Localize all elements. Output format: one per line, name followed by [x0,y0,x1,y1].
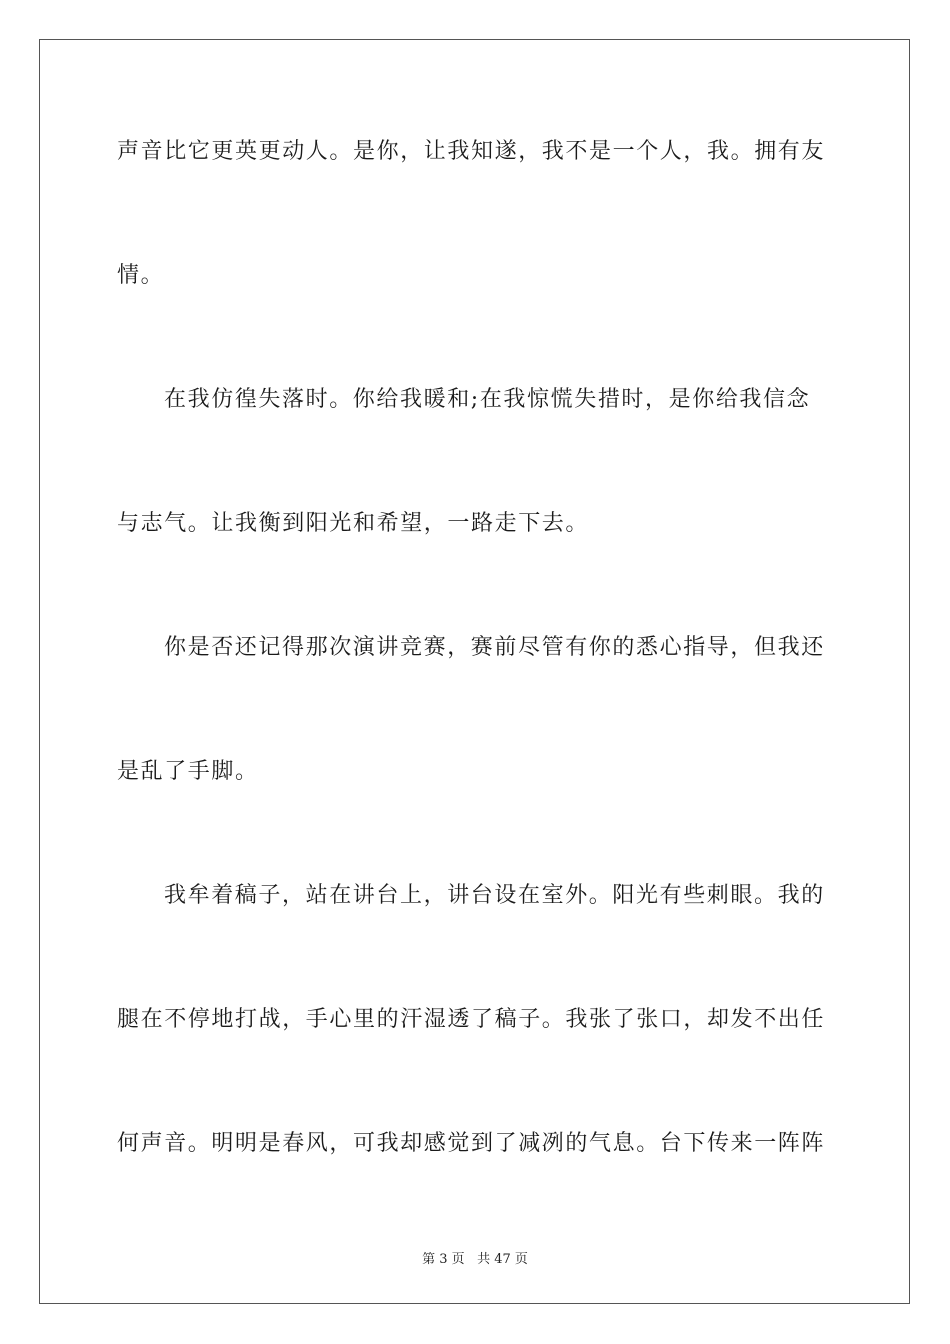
page-number: 第 3 页 [422,1252,465,1267]
text-line-3: 在我仿徨失落时。你给我暖和;在我惊慌失措时，是你给我信念 [164,387,811,412]
text-line-8: 腿在不停地打战，手心里的汗湿透了稿子。我张了张口，却发不出任 [117,1007,826,1032]
page-border [39,39,910,1304]
text-line-9: 何声音。明明是春风，可我却感觉到了减冽的气息。台下传来一阵阵 [117,1131,826,1156]
total-pages: 共 47 页 [477,1252,528,1267]
text-line-5: 你是否还记得那次演讲竞赛，赛前尽管有你的悉心指导，但我还 [164,635,825,660]
page-footer [0,1248,950,1267]
text-line-1: 声音比它更英更动人。是你，让我知遂，我不是一个人，我。拥有友 [117,139,826,164]
text-line-7: 我牟着稿子，站在讲台上，讲台设在室外。阳光有些刺眼。我的 [164,883,825,908]
text-line-2: 情。 [117,263,165,288]
text-line-4: 与志气。让我衡到阳光和希望，一路走下去。 [117,511,590,536]
text-line-6: 是乱了手脚。 [117,759,259,784]
